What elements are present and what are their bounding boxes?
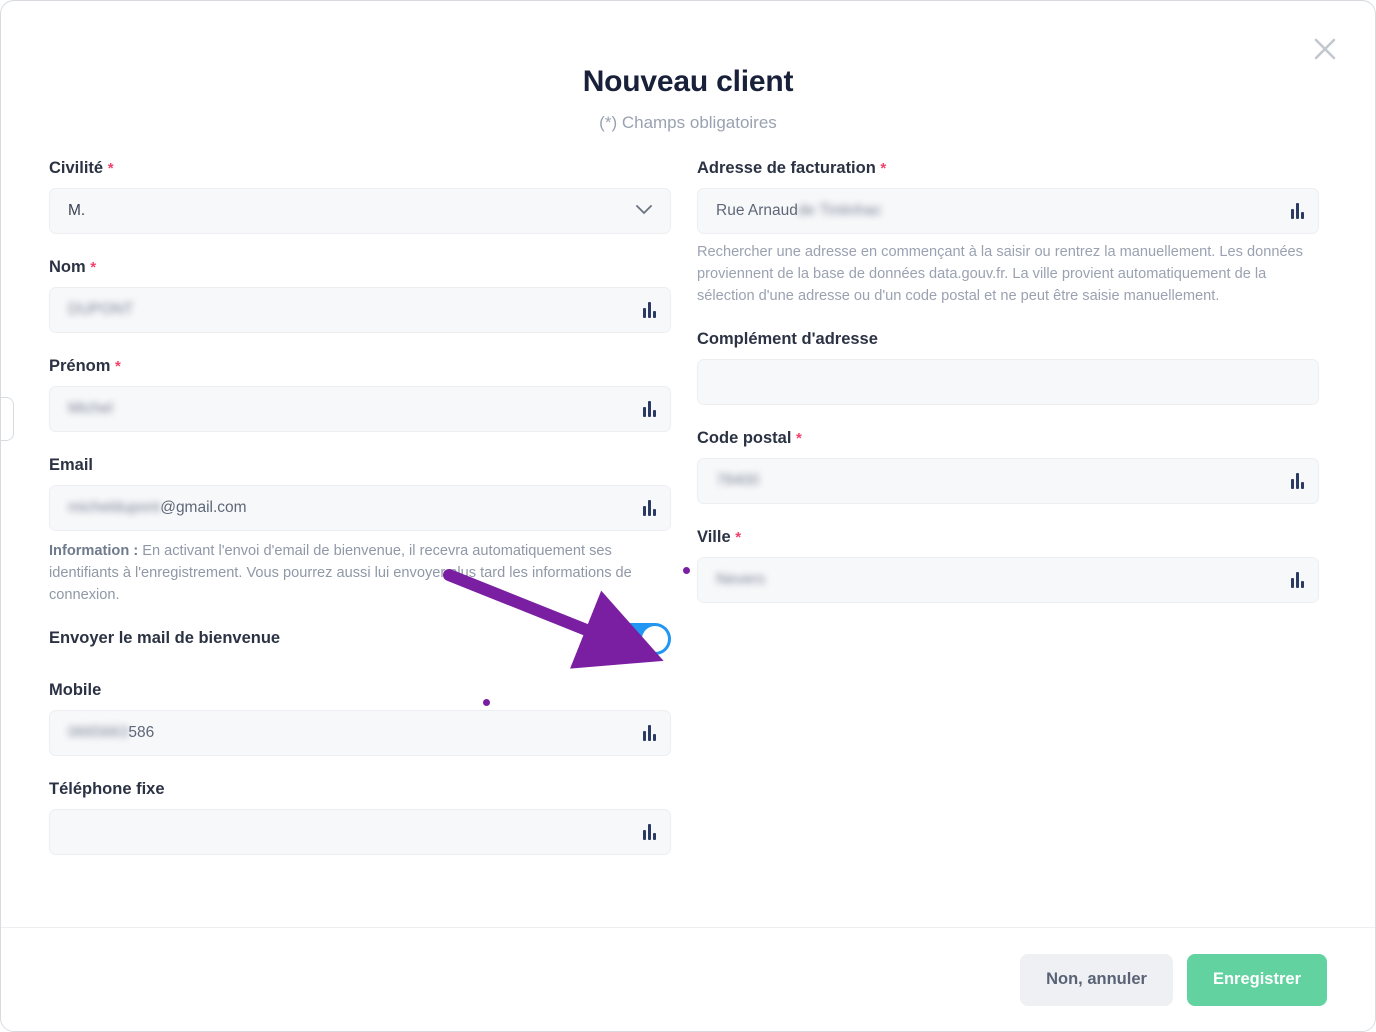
field-ville	[697, 528, 1319, 603]
toggle-knob	[642, 626, 668, 652]
field-civilite	[49, 159, 671, 234]
field-complement	[697, 330, 1319, 405]
label-mobile: Mobile	[49, 680, 102, 699]
civilite-value: M.	[68, 202, 86, 219]
chevron-down-icon	[636, 202, 652, 220]
email-value-masked: micheldupont	[68, 499, 161, 516]
required-marker: *	[107, 160, 114, 177]
signal-bars-icon	[643, 725, 656, 741]
mobile-value-masked: 0665663	[68, 723, 129, 741]
field-code-postal	[697, 429, 1319, 504]
code-postal-input[interactable]	[697, 458, 1319, 504]
modal-footer	[1, 927, 1375, 1031]
prenom-value: Michel	[68, 400, 113, 417]
civilite-select[interactable]	[49, 188, 671, 234]
code-postal-value: 78400	[716, 471, 760, 489]
annotation-dot-mobile	[483, 699, 490, 706]
complement-input[interactable]	[697, 359, 1319, 405]
label-complement: Complément d'adresse	[697, 329, 878, 348]
required-fields-note: (*) Champs obligatoires	[599, 113, 777, 132]
signal-bars-icon	[1291, 203, 1304, 219]
label-code-postal	[697, 429, 1319, 448]
signal-bars-icon	[643, 824, 656, 840]
adresse-input[interactable]	[697, 188, 1319, 234]
label-ville	[697, 528, 1319, 547]
form-grid	[1, 133, 1375, 879]
page-title: Nouveau client	[582, 65, 794, 98]
field-adresse	[697, 159, 1319, 234]
adresse-helper-text: Rechercher une adresse en commençant à la saisir ou rentrez la manuellement. Les données proviennent de la base de données data.gouv.fr. La ville provient automatiquement de la sélection d'une adresse ou d'un code postal et ne peut être saisie manuellement.	[697, 244, 1303, 304]
label-ville-text: Ville	[697, 527, 731, 546]
required-marker: *	[90, 259, 97, 276]
mobile-value-visible: 586	[128, 723, 155, 741]
label-nom	[49, 258, 671, 277]
adresse-value-masked: de Tintinhac	[797, 202, 882, 219]
label-civilite-text: Civilité	[49, 159, 104, 177]
ville-input[interactable]	[697, 557, 1319, 603]
email-value-visible: @gmail.com	[160, 499, 247, 516]
nom-input[interactable]	[49, 287, 671, 333]
info-note-text: En activant l'envoi d'email de bienvenue, il recevra automatiquement ses identifiants à l'enregistrement. Vous pourrez aussi lui envoyer plus tard les informations de connexion.	[49, 543, 632, 603]
telephone-input[interactable]	[49, 809, 671, 855]
welcome-email-row	[49, 623, 671, 655]
label-civilite	[49, 159, 671, 178]
welcome-email-label: Envoyer le mail de bienvenue	[49, 629, 281, 648]
label-telephone: Téléphone fixe	[49, 779, 165, 798]
nom-value: DUPONT	[68, 301, 134, 318]
email-input[interactable]	[49, 485, 671, 531]
welcome-email-info	[49, 541, 671, 607]
cancel-button[interactable]: Non, annuler	[1020, 954, 1173, 1006]
field-email	[49, 456, 671, 531]
label-nom-text: Nom	[49, 258, 86, 276]
label-prenom	[49, 357, 671, 376]
required-marker: *	[880, 160, 887, 177]
annotation-dot-ville	[683, 567, 690, 574]
signal-bars-icon	[643, 302, 656, 318]
prenom-input[interactable]	[49, 386, 671, 432]
required-marker: *	[796, 429, 802, 447]
mobile-input[interactable]	[49, 710, 671, 756]
adresse-value-visible: Rue Arnaud	[716, 202, 798, 219]
save-button[interactable]: Enregistrer	[1187, 954, 1327, 1006]
label-code-postal-text: Code postal	[697, 428, 792, 447]
label-adresse-text: Adresse de facturation	[697, 159, 876, 177]
required-marker: *	[115, 358, 121, 375]
field-mobile	[49, 681, 671, 756]
signal-bars-icon	[643, 500, 656, 516]
signal-bars-icon	[643, 401, 656, 417]
label-prenom-text: Prénom	[49, 357, 111, 375]
required-marker: *	[735, 528, 742, 546]
field-prenom	[49, 357, 671, 432]
welcome-email-toggle[interactable]	[615, 623, 671, 655]
right-column	[697, 159, 1319, 879]
label-email: Email	[49, 456, 94, 474]
ville-value: Nevers	[716, 570, 766, 588]
field-nom	[49, 258, 671, 333]
info-note-prefix: Information :	[49, 543, 139, 559]
label-adresse	[697, 159, 1319, 178]
close-icon[interactable]	[1309, 33, 1341, 65]
signal-bars-icon	[1291, 572, 1304, 588]
signal-bars-icon	[1291, 473, 1304, 489]
left-column	[49, 159, 671, 879]
left-edge-nub	[0, 397, 14, 441]
field-telephone	[49, 780, 671, 855]
